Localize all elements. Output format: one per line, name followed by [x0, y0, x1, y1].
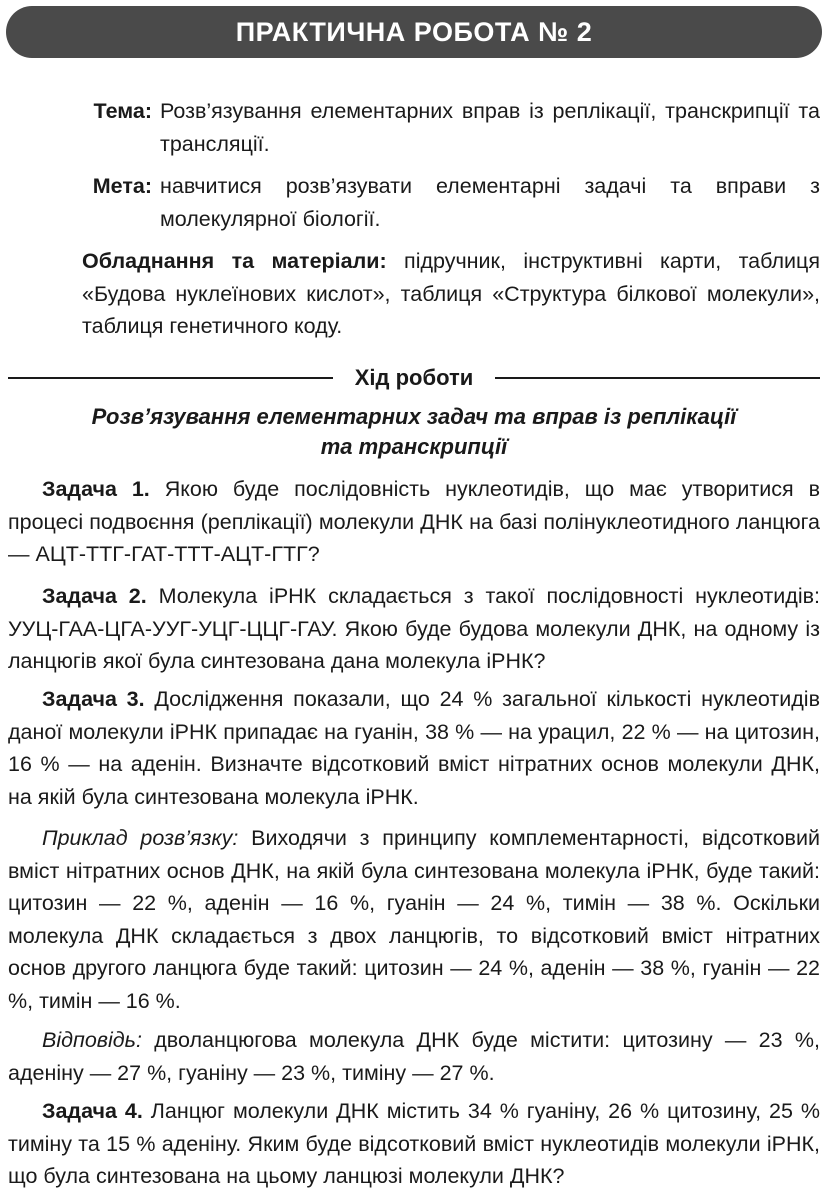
task-3-text: Дослідження показали, що 24 % загальної кількості нуклеотидів даної молекули іРНК припадає на гуанін, 38 % — на урацил, 22 % — на цитозин, 16 % — на аденін. Визначте відсотковий вміст нітратних основ молекули ДНК, на якій була синтезована молекула іРНК. — [8, 687, 820, 809]
example-text: Виходячи з принципу комплементарності, відсотковий вміст нітратних основ ДНК, на якій була синтезована молекула іРНК, буде такий: цитозин — 22 %, аденін — 16 %, гуанін — 24 %, тимін — 38 %. Оскільки молекула ДНК складається з двох ланцюгів, то відсотковий вміст нітратних основ другого ланцюга буде такий: цитозин — 24 %, аденін — 38 %, гуанін — 22 %, тимін — 16 %. — [8, 826, 820, 1013]
section-divider — [8, 363, 820, 393]
task-2-label: Задача 2. — [42, 584, 147, 608]
task-1-label: Задача 1. — [42, 477, 150, 501]
divider-line-left — [8, 377, 333, 379]
header-banner — [6, 6, 822, 58]
task-4 — [8, 1095, 820, 1193]
equipment-label: Обладнання та матеріали: — [82, 249, 387, 273]
meta-text: навчитися розв’язувати елементарні задачі та вправи з молекулярної біології. — [160, 174, 820, 231]
equipment-text: підручник, інструктивні карти, таблиця «Будова нуклеїнових кислот», таблиця «Структура білкової молекули», таблиця генетичного коду. — [82, 249, 820, 338]
answer — [8, 1024, 820, 1089]
section-subtitle-line1: Розв’язування елементарних задач та вправ із реплікації — [91, 404, 737, 429]
task-4-label: Задача 4. — [42, 1099, 143, 1123]
page-title: ПРАКТИЧНА РОБОТА № 2 — [235, 16, 593, 47]
section-subtitle — [8, 402, 820, 462]
section-subtitle-line2: та транскрипції — [320, 434, 508, 459]
example-label: Приклад розв’язку: — [42, 826, 239, 850]
task-3-label: Задача 3. — [42, 687, 145, 711]
task-3 — [8, 683, 820, 813]
meta-label: Мета: — [92, 174, 152, 198]
divider-line-right — [495, 377, 820, 379]
tema-label: Тема: — [93, 99, 152, 123]
tema-text: Розв’язування елементарних вправ із реплікації, транскрипції та трансляції. — [160, 99, 820, 156]
task-4-text: Ланцюг молекули ДНК містить 34 % гуаніну, 26 % цитозину, 25 % тиміну та 15 % аденіну. Яким буде відсотковий вміст нуклеотидів молекули іРНК, що була синтезована на цьому ланцюзі молекули ДНК? — [8, 1099, 820, 1188]
equipment-paragraph — [82, 245, 820, 343]
task-2-text: Молекула іРНК складається з такої послідовності нуклеотидів: УУЦ-ГАА-ЦГА-УУГ-УЦГ-ЦЦГ-ГАУ. Якою буде будова молекули ДНК, на одному із ланцюгів якої була синтезована дана молекула іРНК? — [8, 584, 820, 673]
answer-text: дволанцюгова молекула ДНК буде містити: цитозину — 23 %, аденіну — 27 %, гуаніну — 23 %, тиміну — 27 %. — [8, 1028, 820, 1085]
example-solution — [8, 822, 820, 1017]
section-title: Хід роботи — [354, 365, 474, 390]
answer-label: Відповідь: — [42, 1028, 142, 1052]
task-1 — [8, 473, 820, 571]
task-2 — [8, 580, 820, 678]
task-1-text: Якою буде послідовність нуклеотидів, що має утворитися в процесі подвоєння (реплікації) молекули ДНК на базі полінуклеотидного ланцюга — АЦТ-ТТГ-ГАТ-ТТТ-АЦТ-ГТГ? — [8, 477, 820, 566]
